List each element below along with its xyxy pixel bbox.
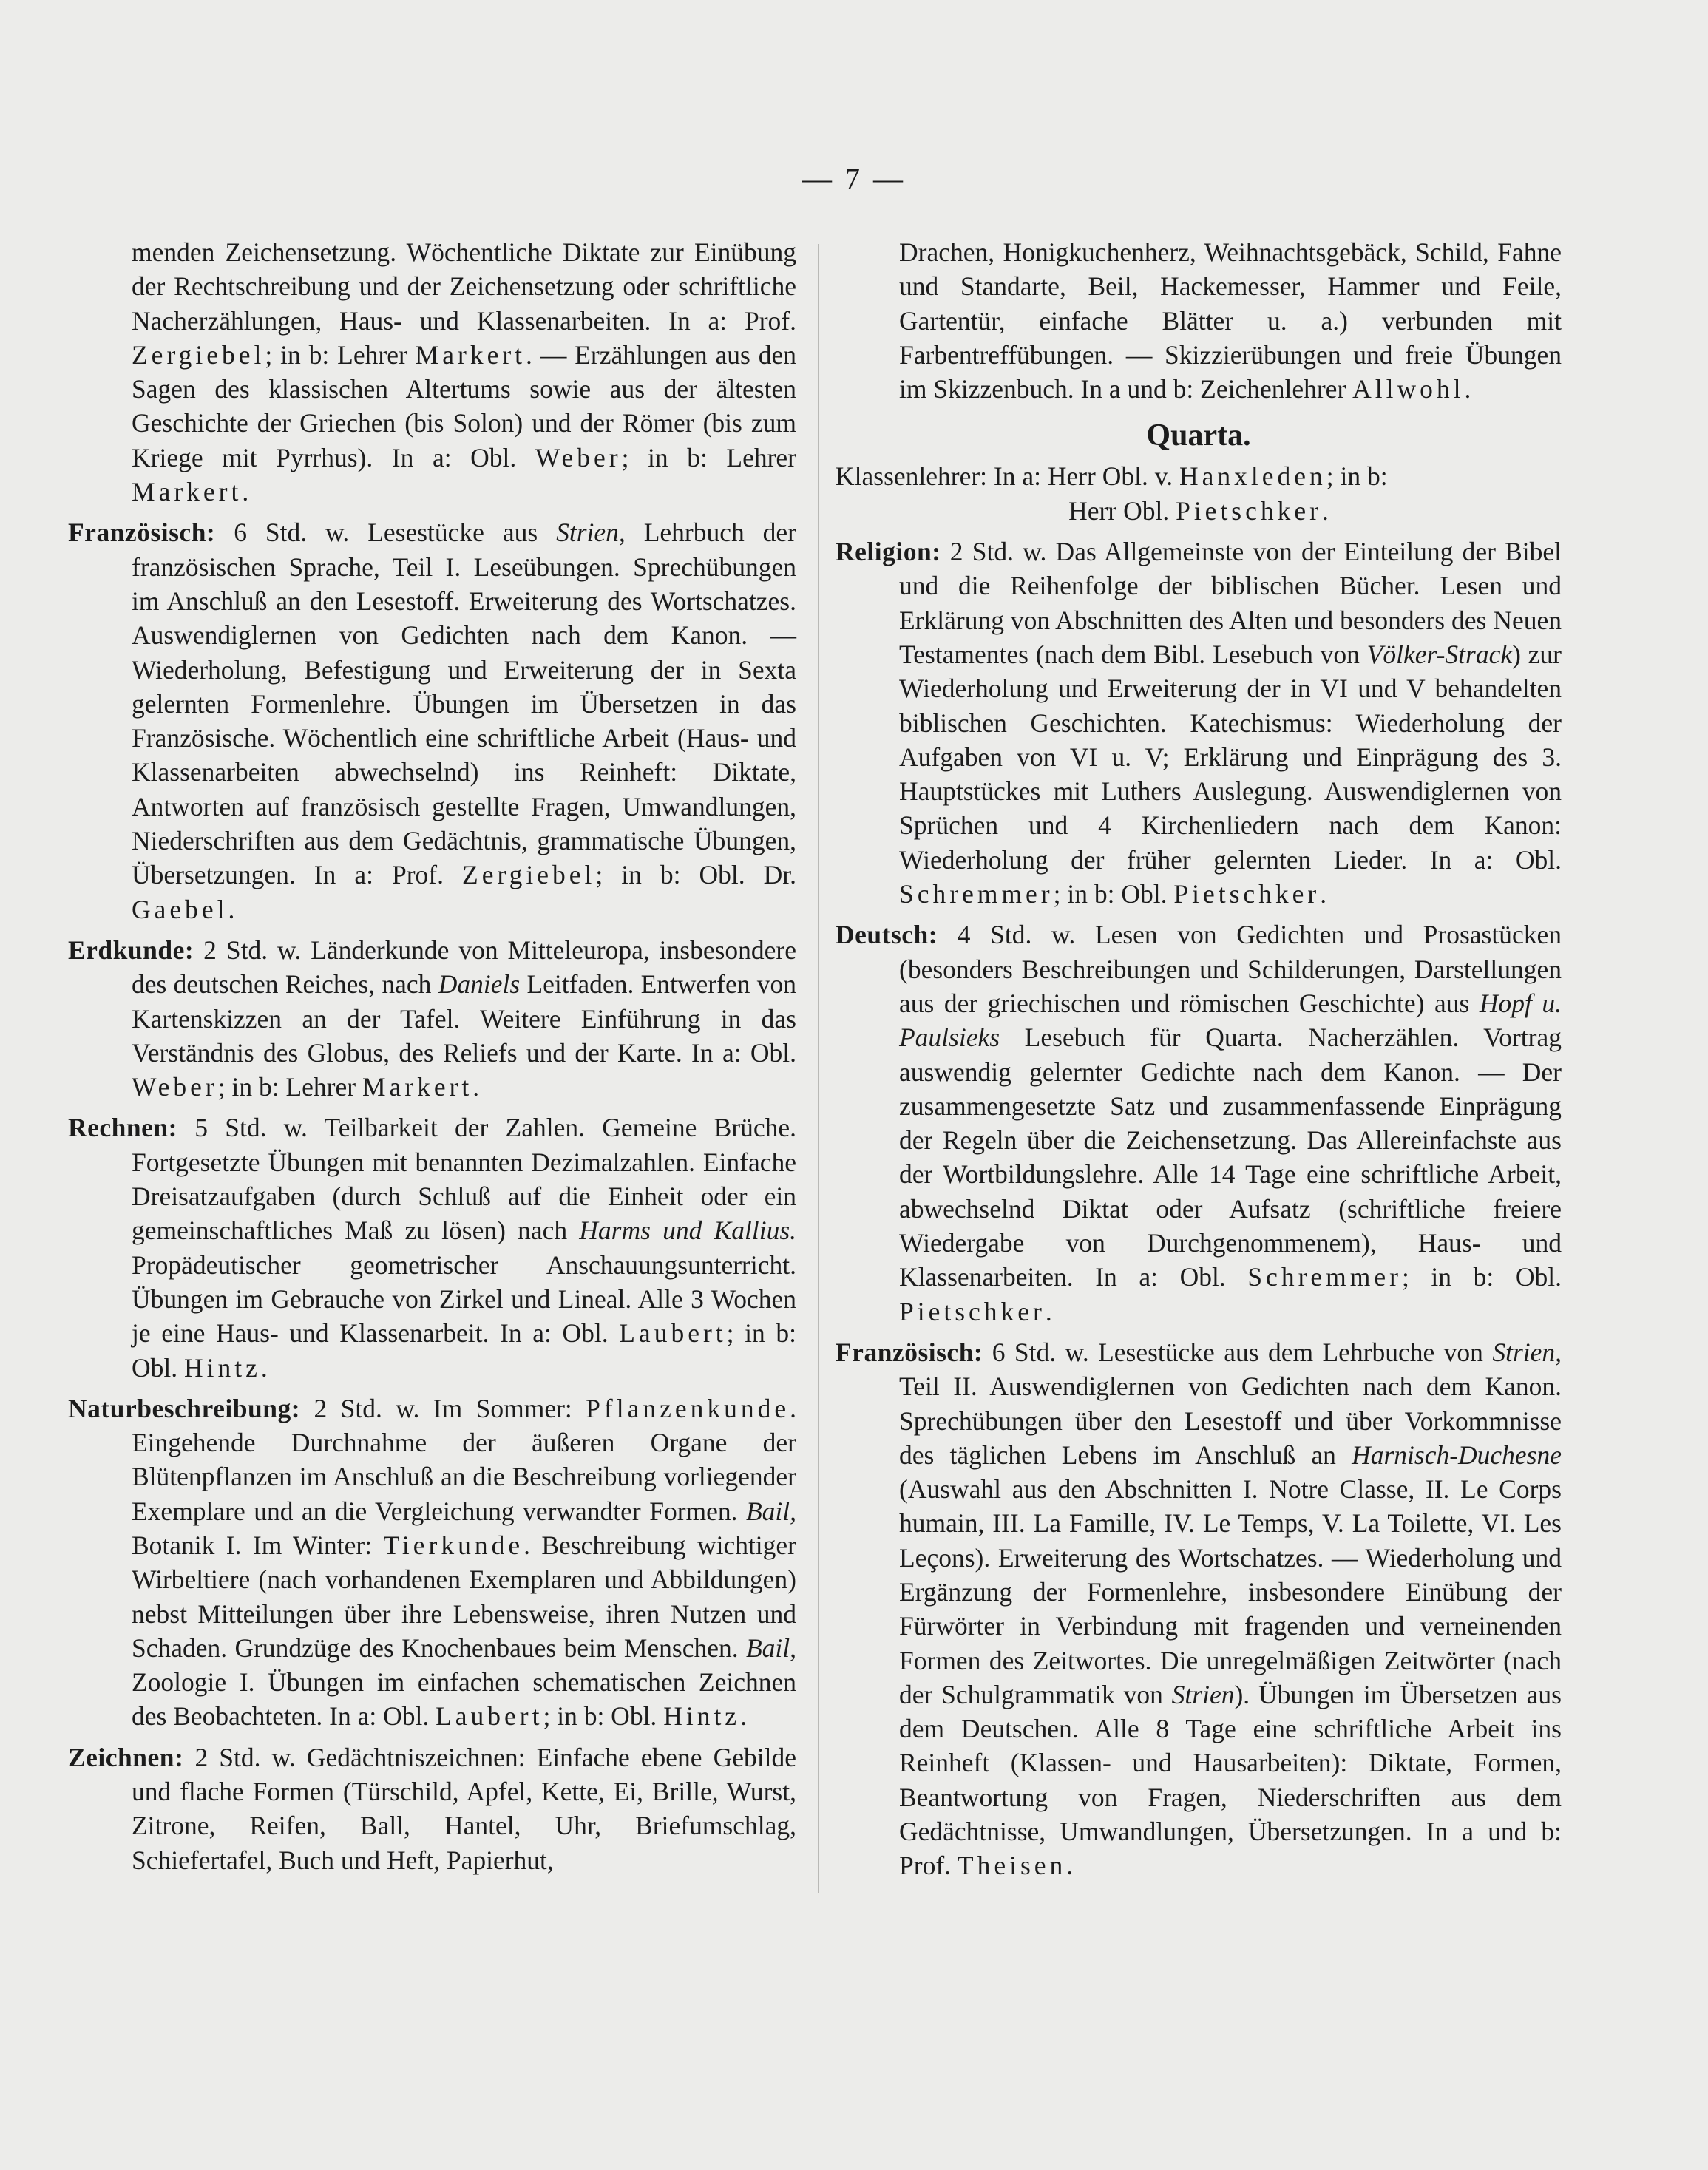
right-column	[836, 235, 1562, 1890]
page-number: — 7 —	[802, 162, 906, 195]
subject-label: Französisch:	[68, 518, 216, 548]
subject-naturbeschreibung: Naturbeschreibung: 2 Std. w. Im Sommer: Pflanzenkunde. Eingehende Durchnahme der äußeren Organe der Blütenpflanzen im Anschluß an die Beschreibung vorliegender Exemplare und an die Vergleichung verwandter Formen. Bail, Botanik I. Im Winter: Tierkunde. Beschreibung wichtiger Wirbeltiere (nach vorhandenen Exemplaren und Abbildungen) nebst Mitteilungen über ihre Lebensweise, ihren Nutzen und Schaden. Grundzüge des Knochenbaues beim Menschen. Bail, Zoologie I. Übungen im einfachen schematischen Zeichnen des Beobachteten. In a: Obl. Laubert; in b: Obl. Hintz.	[68, 1393, 797, 1732]
subject-rechnen: Rechnen: 5 Std. w. Teilbarkeit der Zahlen. Gemeine Brüche. Fortgesetzte Übungen mit benannten Dezimalzahlen. Einfache Dreisatzaufgaben (durch Schluß auf die Einheit oder ein gemeinschaftliches Maß zu lösen) nach Harms und Kallius. Propädeutischer geometrischer Anschauungsunterricht. Übungen im Gebrauche von Zirkel und Lineal. Alle 3 Wochen je eine Haus- und Klassenarbeit. In a: Obl. Laubert; in b: Obl. Hintz.	[68, 1113, 797, 1383]
subject-franzoesisch-quarta: Französisch: 6 Std. w. Lesestücke aus dem Lehrbuche von Strien, Teil II. Auswendiglernen von Gedichten nach dem Kanon. Sprechübungen über den Lesestoff und über Vorkommnisse des täglichen Lebens im Anschluß an Harnisch-Duchesne (Auswahl aus den Abschnitten I. Notre Classe, II. Le Corps humain, III. La Famille, IV. Le Temps, V. La Toilette, VI. Les Leçons). Erweiterung des Wortschatzes. — Wiederholung und Ergänzung der Formenlehre, insbesondere Einübung der Fürwörter in Verbindung mit fragenden und verneinenden Formen des Zeitwortes. Die unregelmäßigen Zeitwörter (nach der Schulgrammatik von Strien). Übungen im Übersetzen aus dem Deutschen. Alle 8 Tage eine schriftliche Arbeit ins Reinheft (Klassen- und Hausarbeiten): Diktate, Formen, Beantwortung von Fragen, Niederschriften aus dem Gedächtnisse, Umwandlungen, Übersetzungen. In a und b: Prof. Theisen.	[836, 1337, 1562, 1881]
subject-label: Zeichnen:	[68, 1742, 184, 1772]
class-teacher-line: Klassenlehrer: In a: Herr Obl. v. Hanxleden; in b: Herr Obl. Pietschker.	[836, 461, 1388, 526]
paragraph-continuation: Drachen, Honigkuchenherz, Weihnachtsgebäck, Schild, Fahne und Standarte, Beil, Hackemesser, Hammer und Feile, Gartentür, einfache Blätter u. a.) verbunden mit Farbentreffübungen. — Skizzierübungen und freie Übungen im Skizzenbuch. In a und b: Zeichenlehrer Allwohl.	[899, 237, 1562, 404]
left-column	[68, 235, 796, 1884]
subject-deutsch: Deutsch: 4 Std. w. Lesen von Gedichten und Prosastücken (besonders Beschreibungen und Schilderungen, Darstellungen aus der griechischen und römischen Geschichte) aus Hopf u. Paulsieks Lesebuch für Quarta. Nacherzählen. Vortrag auswendig gelernter Gedichte nach dem Kanon. — Der zusammengesetzte Satz und zusammenfassende Einprägung der Regeln über die Zeichensetzung. Das Allereinfachste aus der Wortbildungslehre. Alle 14 Tage eine schriftliche Arbeit, abwechselnd Diktat oder Aufsatz (schriftliche freiere Wiedergabe von Durchgenommenem), Haus- und Klassenarbeiten. In a: Obl. Schremmer; in b: Obl. Pietschker.	[836, 920, 1562, 1326]
section-heading-quarta: Quarta.	[1146, 418, 1251, 453]
subject-label: Erdkunde:	[68, 935, 194, 965]
column-divider	[818, 244, 819, 1893]
subject-franzoesisch: Französisch: 6 Std. w. Lesestücke aus Strien, Lehrbuch der französischen Sprache, Teil I. Leseübungen. Sprechübungen im Anschluß an den Lesestoff. Erweiterung des Wortschatzes. Auswendiglernen von Gedichten nach dem Kanon. — Wiederholung, Befestigung und Erweiterung der in Sexta gelernten Formenlehre. Übungen im Übersetzen in das Französische. Wöchentlich eine schriftliche Arbeit (Haus- und Klassenarbeiten abwechselnd) ins Reinheft: Diktate, Antworten auf französisch gestellte Fragen, Umwandlungen, Niederschriften aus dem Gedächtnis, grammatische Übungen, Übersetzungen. In a: Prof. Zergiebel; in b: Obl. Dr. Gaebel.	[68, 518, 797, 924]
subject-zeichnen: Zeichnen: 2 Std. w. Gedächtniszeichnen: Einfache ebene Gebilde und flache Formen (Türschild, Apfel, Kette, Ei, Brille, Wurst, Zitrone, Reifen, Ball, Hantel, Uhr, Briefumschlag, Schiefertafel, Buch und Heft, Papierhut,	[68, 1742, 796, 1875]
subject-erdkunde: Erdkunde: 2 Std. w. Länderkunde von Mitteleuropa, insbesondere des deutschen Reiches, nach Daniels Leitfaden. Entwerfen von Kartenskizzen an der Tafel. Weitere Einführung in das Verständnis des Globus, des Reliefs und der Karte. In a: Obl. Weber; in b: Lehrer Markert.	[68, 935, 796, 1102]
subject-label: Französisch:	[836, 1337, 983, 1367]
subject-label: Naturbeschreibung:	[68, 1393, 301, 1423]
subject-label: Religion:	[836, 537, 941, 567]
subject-label: Deutsch:	[836, 920, 938, 950]
subject-religion: Religion: 2 Std. w. Das Allgemeinste von der Einteilung der Bibel und die Reihenfolge der biblischen Bücher. Lesen und Erklärung von Abschnitten des Alten und besonders des Neuen Testamentes (nach dem Bibl. Lesebuch von Völker-Strack) zur Wiederholung und Erweiterung der in VI und V behandelten biblischen Geschichten. Katechismus: Wiederholung der Aufgaben von VI u. V; Erklärung und Einprägung des 3. Hauptstückes mit Luthers Auslegung. Auswendiglernen von Sprüchen und 4 Kirchenliedern nach dem Kanon: Wiederholung der früher gelernten Lieder. In a: Obl. Schremmer; in b: Obl. Pietschker.	[836, 537, 1562, 909]
paragraph-continuation: menden Zeichensetzung. Wöchentliche Diktate zur Einübung der Rechtschreibung und der Zeichensetzung oder schriftliche Nacherzählungen, Haus- und Klassenarbeiten. In a: Prof. Zergiebel; in b: Lehrer Markert. — Erzählungen aus den Sagen des klassischen Altertums sowie aus der ältesten Geschichte der Griechen (bis Solon) und der Römer (bis zum Kriege mit Pyrrhus). In a: Obl. Weber; in b: Lehrer Markert.	[132, 237, 796, 507]
subject-label: Rechnen:	[68, 1113, 177, 1143]
